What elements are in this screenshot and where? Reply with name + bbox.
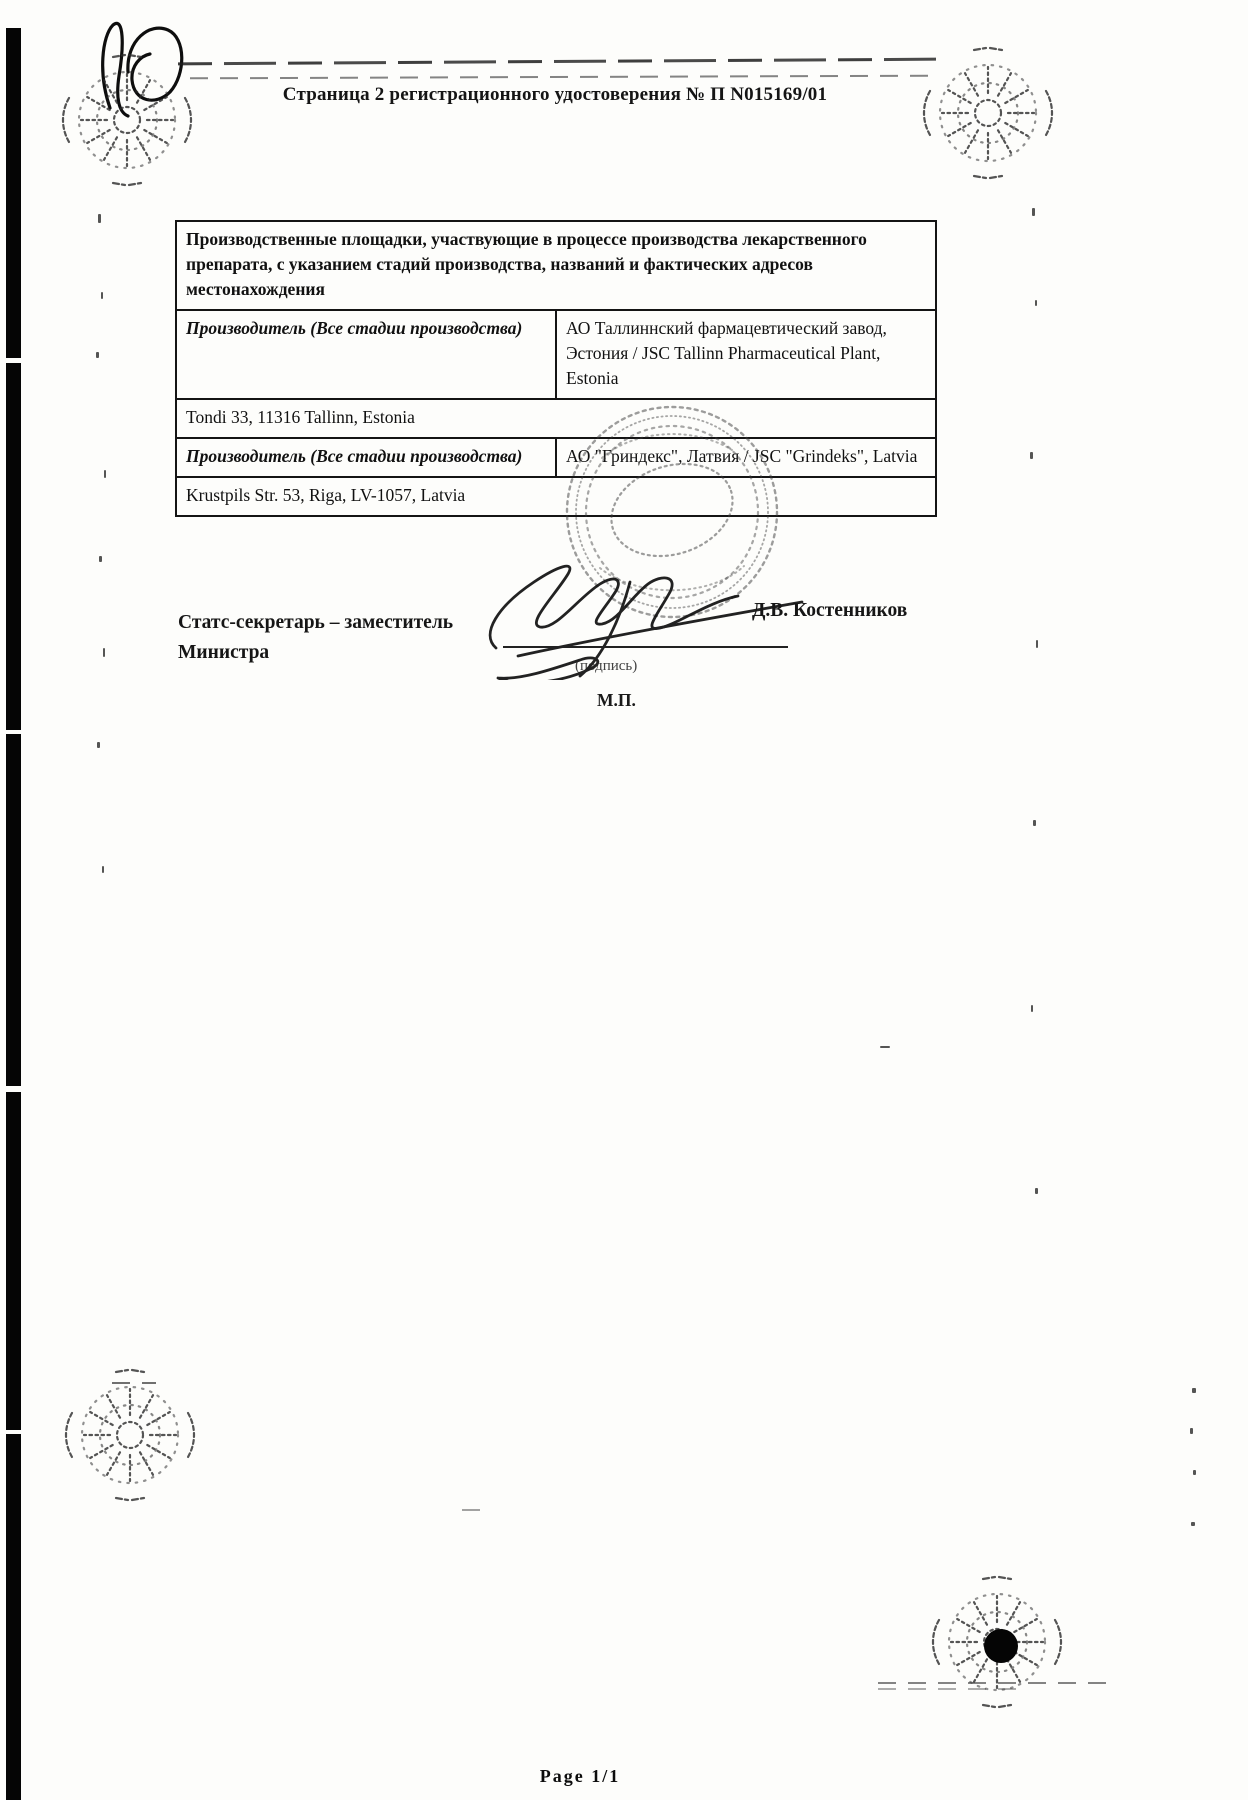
scan-speck — [1032, 208, 1035, 216]
corner-rosette-top-left — [57, 50, 197, 190]
producer-label-1: Производитель (Все стадии производства) — [176, 310, 556, 399]
punch-hole-dot — [984, 1629, 1018, 1663]
scan-speck — [1033, 820, 1036, 826]
scan-speck — [97, 742, 100, 748]
scan-speck — [1031, 1005, 1033, 1012]
scan-speck — [99, 556, 102, 562]
producer-address-2: Krustpils Str. 53, Riga, LV-1057, Latvia — [176, 477, 936, 516]
scan-speck — [104, 470, 106, 478]
scan-artifact-line — [178, 58, 938, 66]
scan-artifact-line — [878, 1688, 1018, 1690]
scan-speck — [1035, 1188, 1038, 1194]
scan-speck — [1192, 1388, 1196, 1393]
page-title: Страница 2 регистрационного удостоверения № П N015169/01 — [282, 84, 828, 105]
signer-name: Д.В. Костенников — [752, 600, 908, 621]
scan-artifact-line — [878, 1682, 1110, 1684]
page-footer: Page 1/1 — [539, 1766, 621, 1786]
table-row — [176, 310, 936, 399]
table-header-cell: Производственные площадки, участвующие в процессе производства лекарственного препарата, с указанием стадий производства, названий и фактических адресов местонахождения — [176, 221, 936, 310]
producer-label-2: Производитель (Все стадии производства) — [176, 438, 556, 477]
scan-edge-bar — [6, 28, 21, 1800]
scan-speck — [98, 214, 101, 223]
producer-value-1: АО Таллиннский фармацевтический завод, Эстония / JSC Tallinn Pharmaceutical Plant, Estonia — [556, 310, 936, 399]
scan-artifact-line — [112, 1382, 156, 1384]
scan-speck — [1193, 1470, 1196, 1475]
scan-speck — [1036, 640, 1038, 648]
producer-value-2: АО "Гриндекс", Латвия / JSC "Grindeks", Latvia — [556, 438, 936, 477]
scan-speck — [103, 648, 105, 657]
signer-title-line-2: Министра — [178, 642, 270, 663]
corner-rosette-bottom-left — [60, 1365, 205, 1510]
scan-speck — [1035, 300, 1037, 306]
scan-artifact-line — [462, 1509, 488, 1511]
scan-speck — [96, 352, 99, 358]
producer-address-1: Tondi 33, 11316 Tallinn, Estonia — [176, 399, 936, 438]
corner-rosette-top-right — [918, 43, 1058, 183]
signer-title — [178, 608, 508, 668]
scan-speck — [101, 292, 103, 299]
scan-speck — [880, 1046, 890, 1048]
signer-title-line-1: Статс-секретарь – заместитель — [178, 612, 454, 633]
seal-place-caption: М.П. — [597, 690, 636, 710]
scan-speck — [1190, 1428, 1193, 1434]
signature-caption: (подпись) — [575, 658, 638, 674]
scan-speck — [1191, 1522, 1195, 1526]
scan-speck — [102, 866, 104, 873]
corner-rosette-bottom-right — [927, 1572, 1075, 1720]
scan-artifact-line — [190, 75, 930, 80]
scan-speck — [1030, 452, 1033, 459]
signature-line — [503, 646, 788, 648]
